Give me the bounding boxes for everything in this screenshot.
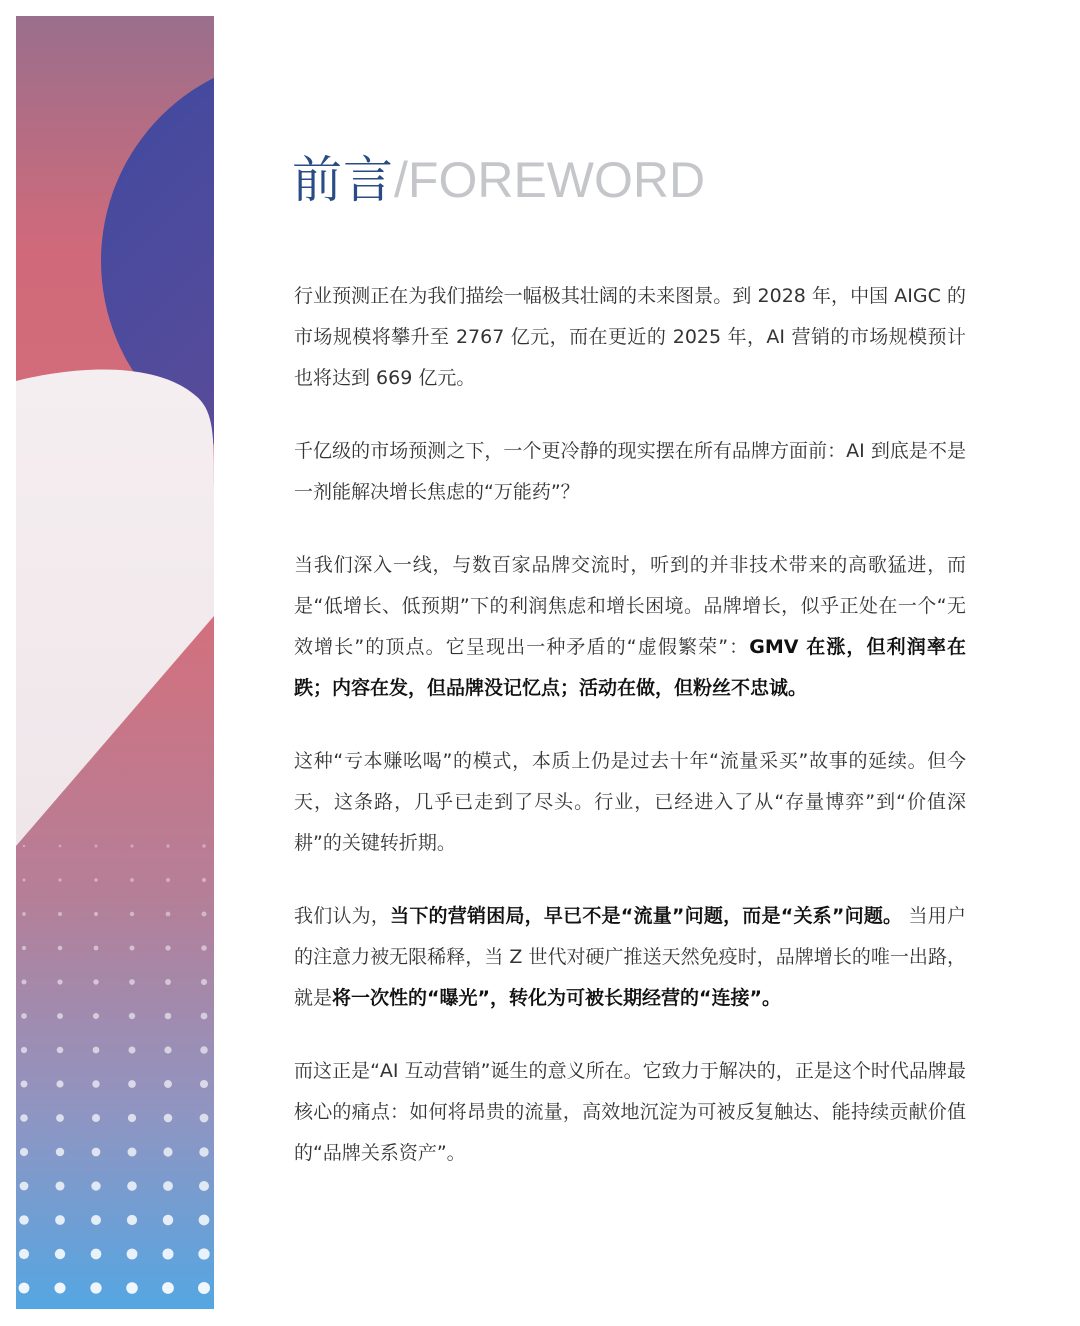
pattern-dot: [92, 1114, 100, 1122]
pattern-dot: [165, 1013, 172, 1020]
pattern-dot: [19, 1249, 29, 1259]
pattern-dot: [23, 845, 25, 847]
pattern-dot: [163, 1147, 172, 1156]
pattern-dot: [126, 1282, 138, 1294]
pattern-dot: [20, 1114, 28, 1122]
pattern-dot: [129, 1047, 136, 1054]
pattern-dot: [128, 1114, 136, 1122]
pattern-dot: [200, 1046, 207, 1053]
pattern-dot: [129, 979, 135, 985]
pattern-dot: [91, 1249, 102, 1260]
emphasized-text: 当下的营销困局，早已不是“流量”问题，而是“关系”问题。: [390, 905, 903, 927]
pattern-dot: [58, 878, 61, 881]
pattern-dot: [92, 1148, 101, 1157]
pattern-dot: [55, 1215, 65, 1225]
pattern-dot: [22, 980, 27, 985]
paragraph-text: 而这正是“AI 互动营销”诞生的意义所在。它致力于解决的，正是这个时代品牌最核心的痛点：如何将昂贵的流量，高效地沉淀为可被反复触达、能持续贡献价值的“品牌关系资产”。: [294, 1060, 966, 1164]
pattern-dot: [19, 1215, 29, 1225]
pattern-dot: [165, 979, 171, 985]
pattern-dot: [128, 1080, 136, 1088]
pattern-dot: [130, 878, 134, 882]
pattern-dot: [56, 1080, 63, 1087]
pattern-dot: [199, 1215, 210, 1226]
pattern-dot: [129, 1013, 135, 1019]
pattern-dot: [201, 1013, 208, 1020]
pattern-dot: [94, 912, 98, 916]
paragraph: [294, 1051, 966, 1174]
pattern-dot: [201, 945, 207, 951]
pattern-dot: [56, 1148, 64, 1156]
pattern-dot: [57, 1013, 63, 1019]
pattern-dot: [202, 878, 206, 882]
title-english: FOREWORD: [407, 152, 706, 208]
pattern-dot: [164, 1080, 172, 1088]
paragraph: [294, 431, 966, 513]
pattern-dot: [166, 878, 170, 882]
paragraph: [294, 545, 966, 709]
pattern-dot: [91, 1181, 100, 1190]
pattern-dot: [202, 912, 207, 917]
pattern-dot: [200, 1114, 209, 1123]
title-separator: /: [394, 152, 408, 208]
pattern-dot: [93, 1013, 99, 1019]
pattern-dot: [21, 1013, 27, 1019]
pattern-dot: [199, 1181, 209, 1191]
emphasized-text: GMV 在涨，但利润率在跌；内容在发，但品牌没记忆点；活动在做，但粉丝不忠诚。: [294, 636, 966, 699]
pattern-dot: [127, 1181, 137, 1191]
pattern-dot: [163, 1181, 173, 1191]
pattern-dot: [54, 1282, 65, 1293]
pattern-dot: [90, 1282, 101, 1293]
paragraph-text: 我们认为，: [294, 905, 391, 927]
foreword-body: [294, 276, 966, 1206]
gradient-artwork: [16, 16, 214, 1309]
pattern-dot: [202, 844, 206, 848]
pattern-dot: [58, 946, 63, 951]
pattern-dot: [165, 945, 170, 950]
pattern-dot: [166, 844, 169, 847]
decorative-gradient-panel: [16, 16, 214, 1309]
emphasized-text: 将一次性的“曝光”，转化为可被长期经营的“连接”。: [332, 987, 781, 1009]
pattern-dot: [162, 1248, 173, 1259]
pattern-dot: [55, 1249, 65, 1259]
pattern-dot: [58, 912, 62, 916]
pattern-dot: [59, 845, 62, 848]
paragraph-text: 这种“亏本赚吆喝”的模式，本质上仍是过去十年“流量采买”故事的延续。但今天，这条路，几乎已走到了尽头。行业，已经进入了从“存量博弈”到“价值深耕”的关键转折期。: [294, 750, 966, 854]
paragraph: [294, 276, 966, 399]
page-title: [292, 150, 705, 210]
paragraph-text: 千亿级的市场预测之下，一个更冷静的现实摆在所有品牌方面前：AI 到底是不是一剂能解决增长焦虑的“万能药”？: [294, 440, 966, 503]
pattern-dot: [164, 1046, 171, 1053]
pattern-dot: [55, 1181, 64, 1190]
pattern-dot: [94, 946, 99, 951]
pattern-dot: [130, 912, 134, 916]
pattern-dot: [91, 1215, 101, 1225]
pattern-dot: [21, 1047, 27, 1053]
pattern-dot: [200, 1080, 208, 1088]
pattern-dot: [92, 1080, 99, 1087]
pattern-dot: [93, 979, 98, 984]
pattern-dot: [130, 844, 133, 847]
pattern-dot: [21, 1081, 28, 1088]
pattern-dot: [20, 1182, 29, 1191]
pattern-dot: [56, 1114, 64, 1122]
pattern-dot: [198, 1282, 210, 1294]
pattern-dot: [201, 979, 207, 985]
pattern-dot: [57, 979, 62, 984]
pattern-dot: [128, 1148, 137, 1157]
paragraph: [294, 741, 966, 864]
pattern-dot: [22, 878, 25, 881]
paragraph-text: 行业预测正在为我们描绘一幅极其壮阔的未来图景。到 2028 年，中国 AIGC 的市场规模将攀升至 2767 亿元，而在更近的 2025 年，AI 营销的市场规模预计也将达到 669 亿元。: [294, 285, 966, 389]
paragraph: [294, 896, 966, 1019]
pattern-dot: [20, 1148, 28, 1156]
pattern-dot: [162, 1282, 174, 1294]
paragraph-text: 当用户的注意力被无限稀释，当 Z 世代对硬广推送天然免疫时，品牌增长的唯一出路，就是: [294, 905, 966, 1009]
pattern-dot: [93, 1047, 100, 1054]
pattern-dot: [129, 945, 134, 950]
pattern-dot: [198, 1248, 209, 1259]
pattern-dot: [94, 878, 98, 882]
pattern-dot: [166, 912, 171, 917]
pattern-dot: [57, 1047, 64, 1054]
pattern-dot: [19, 1283, 30, 1294]
pattern-dot: [127, 1215, 137, 1225]
paragraph-text: 当我们深入一线，与数百家品牌交流时，听到的并非技术带来的高歌猛进，而是“低增长、低预期”下的利润焦虑和增长困境。品牌增长，似乎正处在一个“无效增长”的顶点。它呈现出一种矛盾的“虚假繁荣”：: [294, 554, 966, 658]
pattern-dot: [163, 1215, 173, 1225]
pattern-dot: [127, 1249, 138, 1260]
pattern-dot: [164, 1114, 173, 1123]
pattern-dot: [199, 1147, 208, 1156]
pattern-dot: [95, 845, 98, 848]
pattern-dot: [22, 912, 26, 916]
title-chinese: 前言: [292, 151, 394, 209]
pattern-dot: [22, 946, 26, 950]
